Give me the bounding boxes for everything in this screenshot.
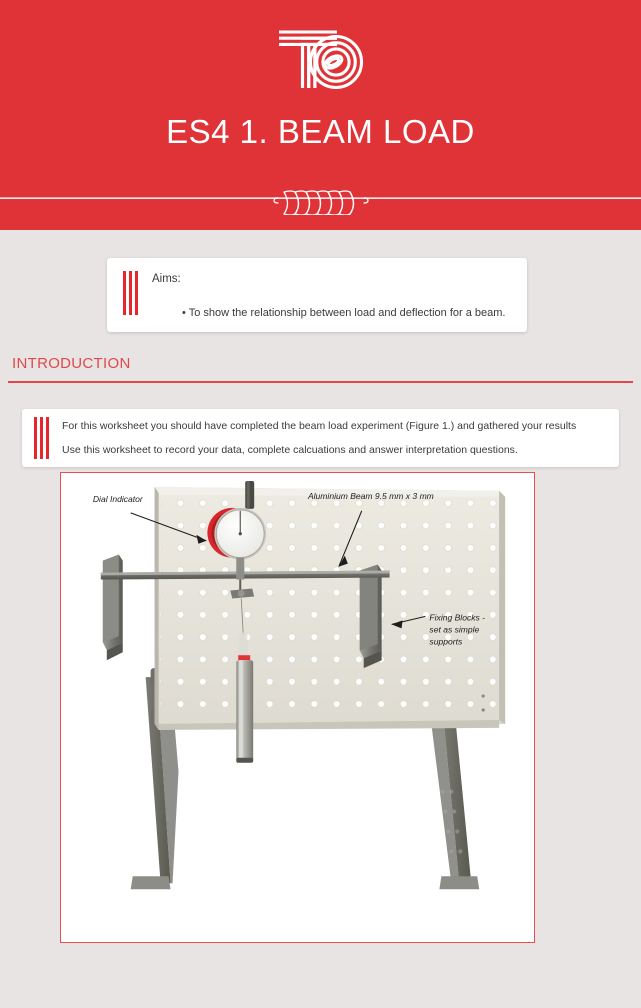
callout-label-fixing-blocks-line2: set as simple bbox=[429, 624, 480, 635]
aims-card bbox=[107, 258, 527, 332]
perforated-backboard bbox=[155, 487, 506, 730]
header-bottom-rule bbox=[0, 197, 641, 199]
callout-label-fixing-blocks-line1: Fixing Blocks - bbox=[429, 612, 486, 623]
callout-label-dial-indicator: Dial Indicator bbox=[92, 493, 143, 504]
introduction-body bbox=[62, 414, 576, 462]
spring-coil-icon bbox=[266, 183, 376, 215]
tq-logo bbox=[275, 26, 367, 92]
red-triple-bar-icon bbox=[34, 417, 49, 459]
fixing-block-right bbox=[360, 565, 382, 669]
page-title: ES4 1. BEAM LOAD bbox=[166, 113, 475, 150]
aims-bullet-item: • To show the relationship between load and deflection for a beam. bbox=[182, 307, 506, 319]
section-heading-introduction: INTRODUCTION bbox=[12, 355, 131, 372]
page-header bbox=[0, 0, 641, 230]
aims-body bbox=[152, 271, 505, 320]
callout-label-aluminium-beam: Aluminium Beam 9.5 mm x 3 mm bbox=[307, 490, 434, 501]
beam-load-apparatus-figure bbox=[60, 472, 535, 943]
fixing-block-left bbox=[103, 555, 123, 661]
introduction-line: Use this worksheet to record your data, complete calcuations and answer interpretation questions. bbox=[62, 444, 518, 456]
introduction-line: For this worksheet you should have completed the beam load experiment (Figure 1.) and gathered your results bbox=[62, 420, 577, 432]
apparatus-illustration bbox=[61, 473, 534, 942]
introduction-card bbox=[22, 409, 619, 467]
header-divider bbox=[0, 183, 641, 215]
callout-label-fixing-blocks-line3: supports bbox=[429, 636, 463, 647]
aims-label: Aims: bbox=[152, 273, 181, 285]
logo-container bbox=[0, 26, 641, 92]
section-rule bbox=[8, 381, 633, 383]
red-triple-bar-icon bbox=[123, 271, 138, 315]
